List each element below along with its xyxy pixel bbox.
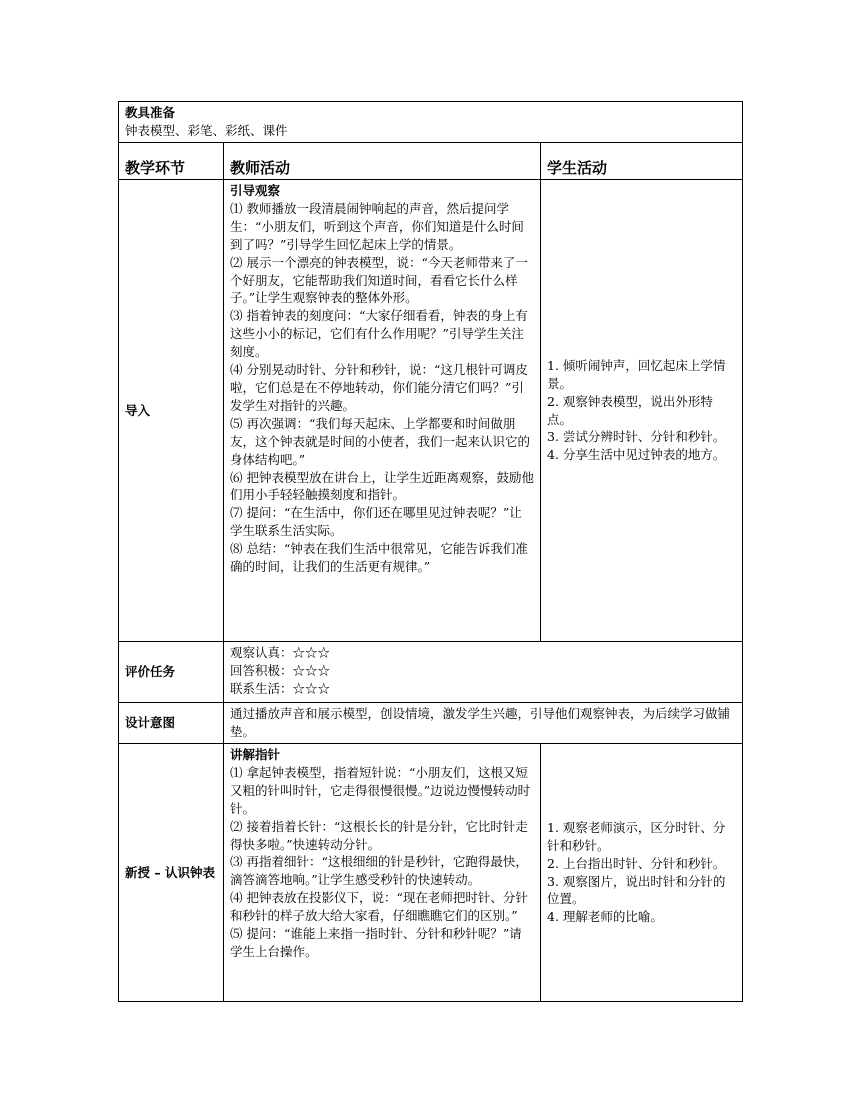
intro-student-cell xyxy=(541,180,743,642)
intro-teacher-line: ⑷ 分别晃动时针、分针和秒针，说：“这几根针可调皮啦，它们总是在不停地转动，你们能分清它们吗？”引发学生对指针的兴趣。 xyxy=(230,362,528,413)
header-stage: 教学环节 xyxy=(119,143,224,180)
intro-teacher-line: ⑴ 教师播放一段清晨闹钟响起的声音，然后提问学生：“小朋友们，听到这个声音，你们知道是什么时间到了吗？”引导学生回忆起床上学的情景。 xyxy=(230,200,524,252)
newlesson-student-line: 1. 观察老师演示，区分时针、分针和秒针。 xyxy=(547,819,726,853)
eval-line: 联系生活：☆☆☆ xyxy=(230,680,331,696)
intro-section-title: 引导观察 xyxy=(230,183,281,198)
eval-stage: 评价任务 xyxy=(119,642,224,703)
intro-student-line: 2. 观察钟表模型，说出外形特点。 xyxy=(547,393,713,427)
intro-stage: 导入 xyxy=(119,180,224,642)
prep-title: 教具准备 xyxy=(125,105,176,120)
eval-line: 回答积极：☆☆☆ xyxy=(230,662,331,678)
design-stage: 设计意图 xyxy=(119,703,224,744)
intro-row xyxy=(119,180,743,642)
intro-teacher-line: ⑺ 提问：“在生活中，你们还在哪里见过钟表呢？”让学生联系生活实际。 xyxy=(230,505,522,539)
newlesson-stage: 新授 – 认识钟表 xyxy=(119,744,224,1002)
eval-row xyxy=(119,642,743,703)
prep-cell xyxy=(119,102,743,143)
intro-teacher-line: ⑸ 再次强调：“我们每天起床、上学都要和时间做朋友，这个钟表就是时间的小使者，我们一起来认识它的身体结构吧。” xyxy=(230,415,531,467)
intro-teacher-cell xyxy=(224,180,541,642)
eval-cell xyxy=(224,642,743,703)
intro-teacher-line: ⑵ 展示一个漂亮的钟表模型，说：“今天老师带来了一个好朋友，它能帮助我们知道时间，看看它长什么样子。”让学生观察钟表的整体外形。 xyxy=(230,254,528,306)
header-student: 学生活动 xyxy=(541,143,743,180)
eval-line: 观察认真：☆☆☆ xyxy=(230,645,331,660)
newlesson-teacher-line: ⑵ 接着指着长针：“这根长长的针是分针，它比时针走得快多啦。”快速转动分针。 xyxy=(230,818,528,852)
intro-student-line: 1. 倾听闹钟声，回忆起床上学情景。 xyxy=(547,357,726,391)
newlesson-student-line: 2. 上台指出时针、分针和秒针。 xyxy=(547,855,726,871)
intro-teacher-line: ⑹ 把钟表模型放在讲台上，让学生近距离观察，鼓励他们用小手轻轻触摸刻度和指针。 xyxy=(230,469,534,503)
newlesson-student-line: 4. 理解老师的比喻。 xyxy=(547,909,663,925)
intro-student-line: 4. 分享生活中见过钟表的地方。 xyxy=(547,447,726,463)
header-teacher: 教师活动 xyxy=(224,143,541,180)
design-cell xyxy=(224,703,743,744)
intro-teacher-line: ⑻ 总结：“钟表在我们生活中很常见，它能告诉我们准确的时间，让我们的生活更有规律。” xyxy=(230,541,528,575)
newlesson-teacher-line: ⑶ 再指着细针：“这根细细的针是秒针，它跑得最快，滴答滴答地响。”让学生感受秒针的快速转动。 xyxy=(230,854,528,888)
newlesson-student-line: 3. 观察图片，说出时针和分针的位置。 xyxy=(547,873,726,907)
newlesson-teacher-line: ⑷ 把钟表放在投影仪下，说：“现在老师把时针、分针和秒针的样子放大给大家看，仔细瞧瞧它们的区别。” xyxy=(230,890,528,924)
lesson-plan-page xyxy=(118,101,742,1002)
prep-content: 钟表模型、彩笔、彩纸、课件 xyxy=(125,122,288,138)
newlesson-student-cell xyxy=(541,744,743,1002)
design-row xyxy=(119,703,743,744)
prep-row xyxy=(119,102,743,143)
lesson-plan-table xyxy=(118,101,743,1002)
design-content: 通过播放声音和展示模型，创设情境，激发学生兴趣，引导他们观察钟表，为后续学习做铺垫。 xyxy=(230,706,731,739)
intro-teacher-line: ⑶ 指着钟表的刻度问：“大家仔细看看，钟表的身上有这些小小的标记，它们有什么作用呢？”引导学生关注刻度。 xyxy=(230,308,528,360)
newlesson-teacher-cell xyxy=(224,744,541,1002)
newlesson-section-title: 讲解指针 xyxy=(230,747,281,762)
newlesson-row xyxy=(119,744,743,1002)
newlesson-teacher-line: ⑸ 提问：“谁能上来指一指时针、分针和秒针呢？”请学生上台操作。 xyxy=(230,926,522,959)
header-row xyxy=(119,143,743,180)
newlesson-teacher-line: ⑴ 拿起钟表模型，指着短针说：“小朋友们，这根又短又粗的针叫时针，它走得很慢很慢。”边说边慢慢转动时针。 xyxy=(230,764,531,816)
intro-student-line: 3. 尝试分辨时针、分针和秒针。 xyxy=(547,429,726,445)
